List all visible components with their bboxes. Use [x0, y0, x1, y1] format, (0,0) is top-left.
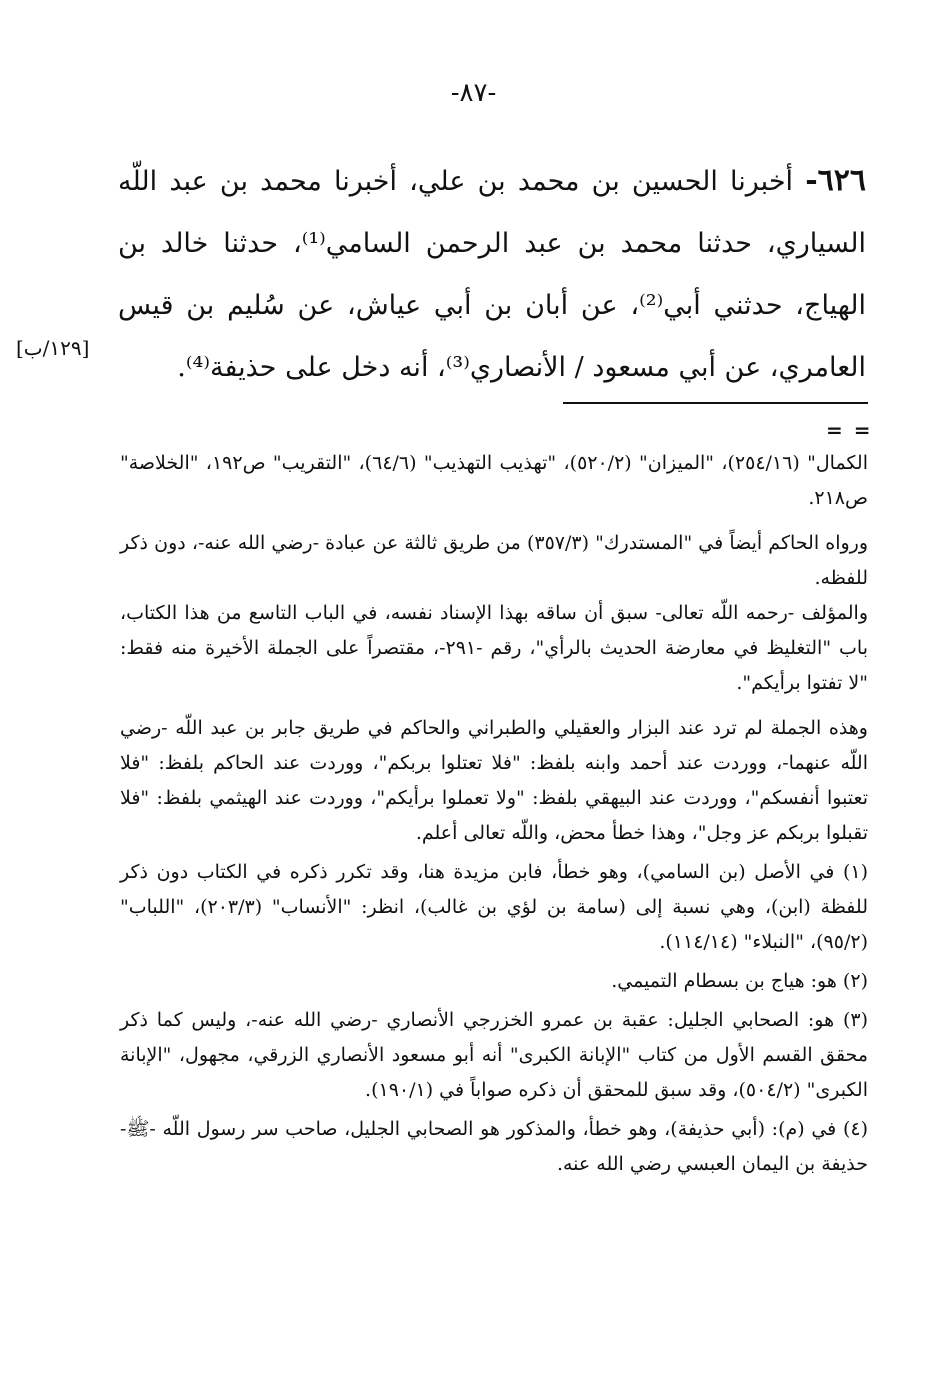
- margin-folio-reference: [١٢٩/ب]: [16, 336, 90, 360]
- hadith-paragraph: [118, 150, 866, 399]
- footnote-continuation-4: وهذه الجملة لم ترد عند البزار والعقيلي والطبراني والحاكم في طريق جابر بن عبد اللّه -رضي اللّه عنهما-، ووردت عند أحمد وابنه بلفظ: "فلا تعتلوا بربكم"، ووردت عند الحاكم بلفظ: "فلا تعتبوا أنفسكم"، ووردت عند البيهقي بلفظ: "ولا تعملوا برأيكم"، ووردت عند الهيثمي بلفظ: "فلا تقبلوا بربكم عز وجل"، وهذا خطأ محض، واللّه تعالى أعلم.: [120, 717, 868, 844]
- footnotes-section: [120, 446, 868, 1182]
- footnote-2: (٢) هو: هياج بن بسطام التميمي.: [611, 970, 868, 992]
- footnote-3: (٣) هو: الصحابي الجليل: عقبة بن عمرو الخزرجي الأنصاري -رضي الله عنه-، وليس كما ذكر محقق القسم الأول من كتاب "الإبانة الكبرى" أنه أبو مسعود الأنصاري الزرقي، مجهول، "الإبانة الكبرى" (٥٠٤/٢)، وقد سبق للمحقق أن ذكره صواباً في (١٩٠/١).: [120, 1009, 868, 1101]
- footnote-continuation-3: والمؤلف -رحمه اللّه تعالى- سبق أن ساقه بهذا الإسناد نفسه، في الباب التاسع من هذا الكتاب، باب "التغليظ في معارضة الحديث بالرأي"، رقم -٢٩١-، مقتصراً على الجملة الأخيرة منه فقط: "لا تفتوا برأيكم".: [120, 602, 868, 694]
- hadith-text: أخبرنا الحسين بن محمد بن علي، أخبرنا محمد بن عبد اللّه السياري، حدثنا محمد بن عبد الرحمن السامي⁽¹⁾، حدثنا خالد بن الهياج، حدثني أبي⁽²⁾، عن أبان بن أبي عياش، عن سُليم بن قيس العامري، عن أبي مسعود / الأنصاري⁽³⁾، أنه دخل على حذيفة⁽⁴⁾.: [118, 166, 866, 383]
- footnote-continuation-2: ورواه الحاكم أيضاً في "المستدرك" (٣٥٧/٣) من طريق ثالثة عن عبادة -رضي الله عنه-، دون ذكر للفظه.: [120, 532, 868, 589]
- page-number: -٨٧-: [450, 78, 497, 108]
- footnote-continuation-mark: = =: [826, 418, 873, 442]
- footnote-continuation-1: الكمال" (٢٥٤/١٦)، "الميزان" (٥٢٠/٢)، "تهذيب التهذيب" (٦٤/٦)، "التقريب" ص١٩٢، "الخلاصة" ص٢١٨.: [120, 452, 868, 509]
- footnote-separator: [563, 402, 868, 404]
- hadith-number: ٦٢٦-: [805, 163, 866, 198]
- footnote-4: (٤) في (م): (أبي حذيفة)، وهو خطأ، والمذكور هو الصحابي الجليل، صاحب سر رسول اللّه -ﷺ- حذيفة بن اليمان العبسي رضي الله عنه.: [120, 1118, 868, 1175]
- footnote-1: (١) في الأصل (بن السامي)، وهو خطأ، فابن مزيدة هنا، وقد تكرر ذكره في الكتاب دون ذكر للفظة (ابن)، وهي نسبة إلى (سامة بن لؤي بن غالب)، انظر: "الأنساب" (٢٠٣/٣)، "اللباب" (٩٥/٢)، "النبلاء" (١١٤/١٤).: [120, 861, 868, 953]
